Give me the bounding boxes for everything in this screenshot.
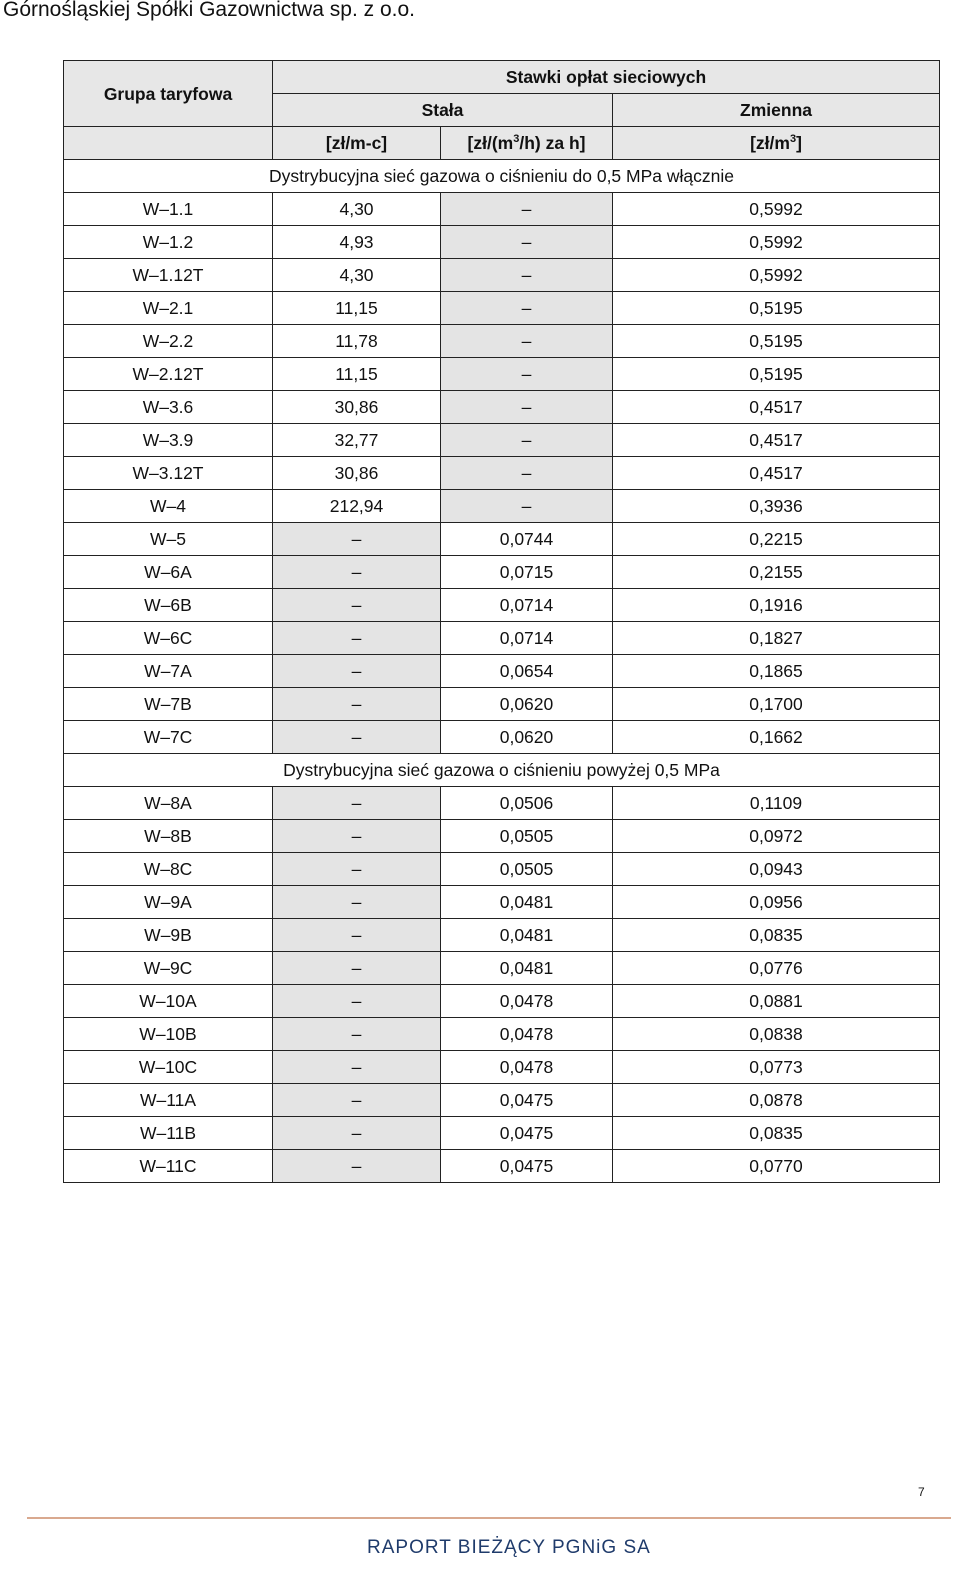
fixed-monthly-rate-cell: – — [273, 886, 441, 919]
table-row — [64, 622, 940, 655]
table-row — [64, 820, 940, 853]
footer-divider — [27, 1517, 951, 1519]
fixed-monthly-rate-cell: – — [273, 721, 441, 754]
tariff-group-cell: W–5 — [64, 523, 273, 556]
group-unit-blank-cell — [64, 127, 273, 160]
tariff-group-cell: W–10A — [64, 985, 273, 1018]
tariff-group-cell: W–10C — [64, 1051, 273, 1084]
variable-rate-cell: 0,5992 — [613, 193, 940, 226]
variable-rate-cell: 0,5992 — [613, 259, 940, 292]
variable-rate-cell: 0,0881 — [613, 985, 940, 1018]
variable-rate-cell: 0,1827 — [613, 622, 940, 655]
variable-rate-cell: 0,0770 — [613, 1150, 940, 1183]
tariff-group-cell: W–6C — [64, 622, 273, 655]
page-number: 7 — [918, 1485, 925, 1499]
variable-rate-cell: 0,1916 — [613, 589, 940, 622]
group-header-cell: Grupa taryfowa — [64, 61, 273, 127]
unit-fixed-monthly-cell: [zł/m-c] — [273, 127, 441, 160]
variable-rate-cell: 0,0773 — [613, 1051, 940, 1084]
fixed-monthly-rate-cell: 30,86 — [273, 457, 441, 490]
tariff-group-cell: W–11A — [64, 1084, 273, 1117]
fixed-capacity-rate-cell: – — [441, 226, 613, 259]
table-row — [64, 226, 940, 259]
tariff-group-cell: W–1.2 — [64, 226, 273, 259]
fixed-monthly-rate-cell: – — [273, 1117, 441, 1150]
fixed-capacity-rate-cell: 0,0478 — [441, 985, 613, 1018]
variable-rate-cell: 0,0943 — [613, 853, 940, 886]
fixed-capacity-rate-cell: 0,0478 — [441, 1018, 613, 1051]
section-title: Dystrybucyjna sieć gazowa o ciśnieniu powyżej 0,5 MPa — [64, 754, 940, 787]
table-row — [64, 193, 940, 226]
table-row — [64, 523, 940, 556]
page-header-text: Górnośląskiej Spółki Gazownictwa sp. z o.o. — [3, 0, 416, 21]
variable-rate-header-cell: Zmienna — [613, 94, 940, 127]
table-row — [64, 787, 940, 820]
tariff-group-cell: W–4 — [64, 490, 273, 523]
variable-rate-cell: 0,0835 — [613, 919, 940, 952]
fixed-monthly-rate-cell: – — [273, 1051, 441, 1084]
fixed-capacity-rate-cell: 0,0481 — [441, 886, 613, 919]
variable-rate-cell: 0,5195 — [613, 292, 940, 325]
table-row — [64, 259, 940, 292]
fixed-monthly-rate-cell: – — [273, 1150, 441, 1183]
table-row — [64, 490, 940, 523]
fixed-capacity-rate-cell: – — [441, 325, 613, 358]
unit-superscript: 3 — [513, 133, 520, 145]
fixed-capacity-rate-cell: 0,0620 — [441, 721, 613, 754]
table-row — [64, 688, 940, 721]
fixed-capacity-rate-cell: – — [441, 292, 613, 325]
variable-rate-cell: 0,3936 — [613, 490, 940, 523]
fixed-monthly-rate-cell: 4,30 — [273, 193, 441, 226]
fixed-monthly-rate-cell: – — [273, 589, 441, 622]
fixed-capacity-rate-cell: 0,0475 — [441, 1117, 613, 1150]
fixed-monthly-rate-cell: – — [273, 985, 441, 1018]
unit-variable-cell — [613, 127, 940, 160]
tariff-group-cell: W–2.1 — [64, 292, 273, 325]
tariff-group-cell: W–3.12T — [64, 457, 273, 490]
fixed-monthly-rate-cell: 4,30 — [273, 259, 441, 292]
tariff-group-cell: W–3.6 — [64, 391, 273, 424]
fixed-monthly-rate-cell: – — [273, 1084, 441, 1117]
fixed-capacity-rate-cell: – — [441, 457, 613, 490]
variable-rate-cell: 0,0835 — [613, 1117, 940, 1150]
fixed-monthly-rate-cell: 11,15 — [273, 358, 441, 391]
table-row — [64, 1018, 940, 1051]
tariff-group-cell: W–8C — [64, 853, 273, 886]
fixed-monthly-rate-cell: 30,86 — [273, 391, 441, 424]
section-row — [64, 754, 940, 787]
tariff-group-cell: W–10B — [64, 1018, 273, 1051]
fixed-capacity-rate-cell: 0,0505 — [441, 853, 613, 886]
fixed-capacity-rate-cell: – — [441, 424, 613, 457]
table-row — [64, 655, 940, 688]
table-row — [64, 292, 940, 325]
variable-rate-cell: 0,0838 — [613, 1018, 940, 1051]
fixed-monthly-rate-cell: 11,78 — [273, 325, 441, 358]
fixed-capacity-rate-cell: 0,0481 — [441, 919, 613, 952]
tariff-group-cell: W–1.1 — [64, 193, 273, 226]
tariff-group-cell: W–2.2 — [64, 325, 273, 358]
tariff-group-cell: W–8B — [64, 820, 273, 853]
tariff-group-cell: W–2.12T — [64, 358, 273, 391]
variable-rate-cell: 0,2215 — [613, 523, 940, 556]
table-row — [64, 325, 940, 358]
variable-rate-cell: 0,4517 — [613, 424, 940, 457]
fixed-monthly-rate-cell: – — [273, 787, 441, 820]
tariff-group-cell: W–7C — [64, 721, 273, 754]
table-row — [64, 721, 940, 754]
unit-text: [zł/(m — [467, 133, 514, 153]
tariff-group-cell: W–11B — [64, 1117, 273, 1150]
table-row — [64, 985, 940, 1018]
unit-superscript: 3 — [789, 133, 797, 145]
variable-rate-cell: 0,5992 — [613, 226, 940, 259]
rates-header-cell: Stawki opłat sieciowych — [273, 61, 940, 94]
fixed-capacity-rate-cell: – — [441, 193, 613, 226]
table-row — [64, 853, 940, 886]
fixed-capacity-rate-cell: – — [441, 490, 613, 523]
fixed-monthly-rate-cell: – — [273, 688, 441, 721]
variable-rate-cell: 0,5195 — [613, 325, 940, 358]
fixed-capacity-rate-cell: 0,0505 — [441, 820, 613, 853]
table-row — [64, 424, 940, 457]
table-row — [64, 1150, 940, 1183]
fixed-capacity-rate-cell: – — [441, 391, 613, 424]
fixed-monthly-rate-cell: – — [273, 556, 441, 589]
fixed-capacity-rate-cell: 0,0478 — [441, 1051, 613, 1084]
fixed-monthly-rate-cell: – — [273, 820, 441, 853]
variable-rate-cell: 0,0776 — [613, 952, 940, 985]
fixed-capacity-rate-cell: 0,0475 — [441, 1084, 613, 1117]
variable-rate-cell: 0,2155 — [613, 556, 940, 589]
fixed-capacity-rate-cell: 0,0475 — [441, 1150, 613, 1183]
fixed-capacity-rate-cell: – — [441, 358, 613, 391]
fixed-capacity-rate-cell: 0,0620 — [441, 688, 613, 721]
tariff-table — [63, 60, 940, 1183]
variable-rate-cell: 0,5195 — [613, 358, 940, 391]
section-row — [64, 160, 940, 193]
variable-rate-cell: 0,0956 — [613, 886, 940, 919]
unit-text: /h) za h] — [519, 133, 586, 153]
tariff-group-cell: W–6B — [64, 589, 273, 622]
tariff-group-cell: W–9C — [64, 952, 273, 985]
tariff-group-cell: W–8A — [64, 787, 273, 820]
footer-report-title: RAPORT BIEŻĄCY PGNiG SA — [367, 1537, 651, 1558]
tariff-group-cell: W–7A — [64, 655, 273, 688]
fixed-rate-header-cell: Stała — [273, 94, 613, 127]
fixed-monthly-rate-cell: 32,77 — [273, 424, 441, 457]
section-title: Dystrybucyjna sieć gazowa o ciśnieniu do 0,5 MPa włącznie — [64, 160, 940, 193]
table-row — [64, 1051, 940, 1084]
fixed-monthly-rate-cell: – — [273, 919, 441, 952]
table-body — [64, 160, 940, 1183]
fixed-monthly-rate-cell: – — [273, 1018, 441, 1051]
fixed-capacity-rate-cell: 0,0714 — [441, 622, 613, 655]
fixed-monthly-rate-cell: – — [273, 655, 441, 688]
table-row — [64, 886, 940, 919]
tariff-group-cell: W–9B — [64, 919, 273, 952]
variable-rate-cell: 0,1109 — [613, 787, 940, 820]
variable-rate-cell: 0,4517 — [613, 457, 940, 490]
fixed-monthly-rate-cell: 212,94 — [273, 490, 441, 523]
fixed-monthly-rate-cell: – — [273, 952, 441, 985]
table-row — [64, 1084, 940, 1117]
tariff-group-cell: W–1.12T — [64, 259, 273, 292]
fixed-monthly-rate-cell: – — [273, 853, 441, 886]
table-row — [64, 391, 940, 424]
table-header — [64, 61, 940, 160]
table-row — [64, 952, 940, 985]
fixed-capacity-rate-cell: 0,0481 — [441, 952, 613, 985]
fixed-monthly-rate-cell: – — [273, 622, 441, 655]
tariff-group-cell: W–11C — [64, 1150, 273, 1183]
variable-rate-cell: 0,0878 — [613, 1084, 940, 1117]
variable-rate-cell: 0,1700 — [613, 688, 940, 721]
tariff-group-cell: W–7B — [64, 688, 273, 721]
variable-rate-cell: 0,4517 — [613, 391, 940, 424]
table-row — [64, 556, 940, 589]
tariff-group-cell: W–9A — [64, 886, 273, 919]
tariff-group-cell: W–6A — [64, 556, 273, 589]
fixed-monthly-rate-cell: – — [273, 523, 441, 556]
fixed-monthly-rate-cell: 4,93 — [273, 226, 441, 259]
table-row — [64, 1117, 940, 1150]
fixed-capacity-rate-cell: 0,0744 — [441, 523, 613, 556]
variable-rate-cell: 0,0972 — [613, 820, 940, 853]
variable-rate-cell: 0,1865 — [613, 655, 940, 688]
unit-fixed-capacity-cell — [441, 127, 613, 160]
table-row — [64, 457, 940, 490]
tariff-group-cell: W–3.9 — [64, 424, 273, 457]
fixed-capacity-rate-cell: 0,0714 — [441, 589, 613, 622]
variable-rate-cell: 0,1662 — [613, 721, 940, 754]
table-row — [64, 358, 940, 391]
fixed-capacity-rate-cell: 0,0715 — [441, 556, 613, 589]
fixed-monthly-rate-cell: 11,15 — [273, 292, 441, 325]
fixed-capacity-rate-cell: 0,0506 — [441, 787, 613, 820]
table-row — [64, 919, 940, 952]
unit-text: [zł/m — [750, 133, 790, 153]
unit-text: ] — [796, 133, 802, 153]
table-row — [64, 589, 940, 622]
fixed-capacity-rate-cell: – — [441, 259, 613, 292]
fixed-capacity-rate-cell: 0,0654 — [441, 655, 613, 688]
